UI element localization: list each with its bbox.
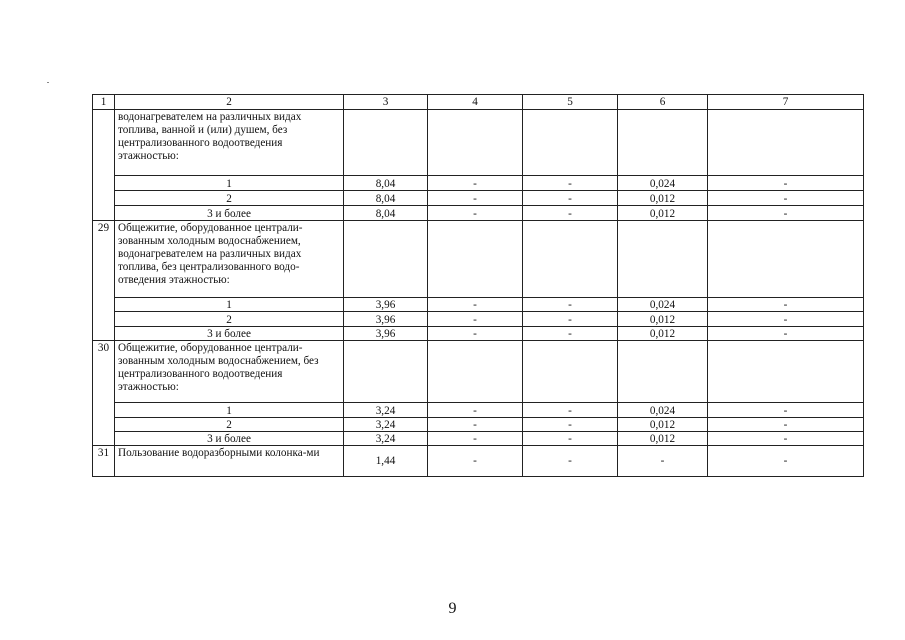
header-cell: 1 [93, 95, 115, 110]
table-cell: 3,24 [344, 418, 428, 432]
table-cell: - [428, 403, 523, 418]
header-cell: 2 [115, 95, 344, 110]
table-cell: - [428, 418, 523, 432]
table-cell: - [428, 298, 523, 312]
table-cell: - [428, 191, 523, 206]
table-row [93, 432, 864, 446]
table-cell: - [523, 418, 618, 432]
table-cell: - [428, 176, 523, 191]
table-cell: - [708, 418, 864, 432]
table-row [93, 403, 864, 418]
floors-cell: 3 и более [115, 327, 344, 341]
header-cell: 3 [344, 95, 428, 110]
table-cell: - [428, 312, 523, 327]
table-cell: - [523, 298, 618, 312]
table-cell: - [523, 403, 618, 418]
row-description: Общежитие, оборудованное централи-зованным холодным водоснабжением, без централизованного водоотведения этажностью: [115, 341, 344, 403]
table-cell: 3,96 [344, 327, 428, 341]
table-cell: 0,012 [618, 312, 708, 327]
floors-cell: 1 [115, 176, 344, 191]
table-cell: - [708, 403, 864, 418]
header-cell: 4 [428, 95, 523, 110]
table-cell: - [523, 206, 618, 221]
table-cell: - [523, 176, 618, 191]
table-cell [708, 221, 864, 298]
floors-cell: 1 [115, 298, 344, 312]
table-cell [344, 341, 428, 403]
table-row [93, 446, 864, 477]
table-row [93, 418, 864, 432]
table-cell: - [523, 432, 618, 446]
table-cell [428, 221, 523, 298]
row-description: водонагревателем на различных видах топлива, ванной и (или) душем, без централизованного водоотведения этажностью: [115, 110, 344, 176]
table-row [93, 110, 864, 176]
row-number-cell: 31 [93, 446, 115, 477]
row-number-cell: 30 [93, 341, 115, 446]
table-cell: - [708, 446, 864, 477]
table-cell [708, 341, 864, 403]
row-description: Пользование водоразборными колонка-ми [115, 446, 344, 477]
table-cell: 0,024 [618, 403, 708, 418]
floors-cell: 2 [115, 418, 344, 432]
table-cell: 3,96 [344, 298, 428, 312]
table-cell: 3,24 [344, 403, 428, 418]
header-cell: 6 [618, 95, 708, 110]
header-cell: 7 [708, 95, 864, 110]
table-cell: - [708, 298, 864, 312]
table-cell: 0,012 [618, 327, 708, 341]
table-cell: - [708, 432, 864, 446]
table-cell: 8,04 [344, 176, 428, 191]
table-cell [523, 221, 618, 298]
row-number-cell [93, 110, 115, 221]
header-cell: 5 [523, 95, 618, 110]
table-cell [523, 341, 618, 403]
table-row [93, 176, 864, 191]
table-cell: 1,44 [344, 446, 428, 477]
table-row [93, 298, 864, 312]
row-description: Общежитие, оборудованное централи-зованным холодным водоснабжением, водонагревателем на различных видах топлива, без централизованного водо-отведения этажностью: [115, 221, 344, 298]
table-cell: - [708, 327, 864, 341]
table-cell: - [618, 446, 708, 477]
table-cell: - [708, 312, 864, 327]
table-row [93, 327, 864, 341]
table-cell: 3,24 [344, 432, 428, 446]
table-cell: - [428, 206, 523, 221]
page-number: 9 [448, 600, 457, 617]
table-cell: 8,04 [344, 191, 428, 206]
table-row [93, 191, 864, 206]
table-cell [344, 110, 428, 176]
table-cell [618, 110, 708, 176]
table-row [93, 312, 864, 327]
table-cell [708, 110, 864, 176]
scan-speck [47, 82, 49, 83]
row-number-cell: 29 [93, 221, 115, 341]
water-consumption-norms-table [92, 94, 864, 477]
table-cell [344, 221, 428, 298]
table-cell: - [708, 176, 864, 191]
table-cell: - [428, 327, 523, 341]
table-cell: - [523, 327, 618, 341]
table-cell: - [708, 191, 864, 206]
table-header-row [93, 95, 864, 110]
table-cell [523, 110, 618, 176]
table-cell: - [708, 206, 864, 221]
floors-cell: 2 [115, 312, 344, 327]
floors-cell: 2 [115, 191, 344, 206]
table-row [93, 341, 864, 403]
table-row [93, 221, 864, 298]
table-cell: 3,96 [344, 312, 428, 327]
floors-cell: 1 [115, 403, 344, 418]
table-cell [618, 341, 708, 403]
floors-cell: 3 и более [115, 206, 344, 221]
table-cell: 0,012 [618, 191, 708, 206]
floors-cell: 3 и более [115, 432, 344, 446]
table-cell: 0,012 [618, 206, 708, 221]
table-cell: 0,012 [618, 432, 708, 446]
table-cell: - [428, 432, 523, 446]
table-cell: 0,024 [618, 298, 708, 312]
table-cell: 0,024 [618, 176, 708, 191]
table-cell: - [523, 446, 618, 477]
table-cell: 0,012 [618, 418, 708, 432]
table-cell: 8,04 [344, 206, 428, 221]
table-cell: - [428, 446, 523, 477]
table-row [93, 206, 864, 221]
table-cell: - [523, 191, 618, 206]
table-cell: - [523, 312, 618, 327]
table-cell [428, 341, 523, 403]
table-cell [428, 110, 523, 176]
table-cell [618, 221, 708, 298]
